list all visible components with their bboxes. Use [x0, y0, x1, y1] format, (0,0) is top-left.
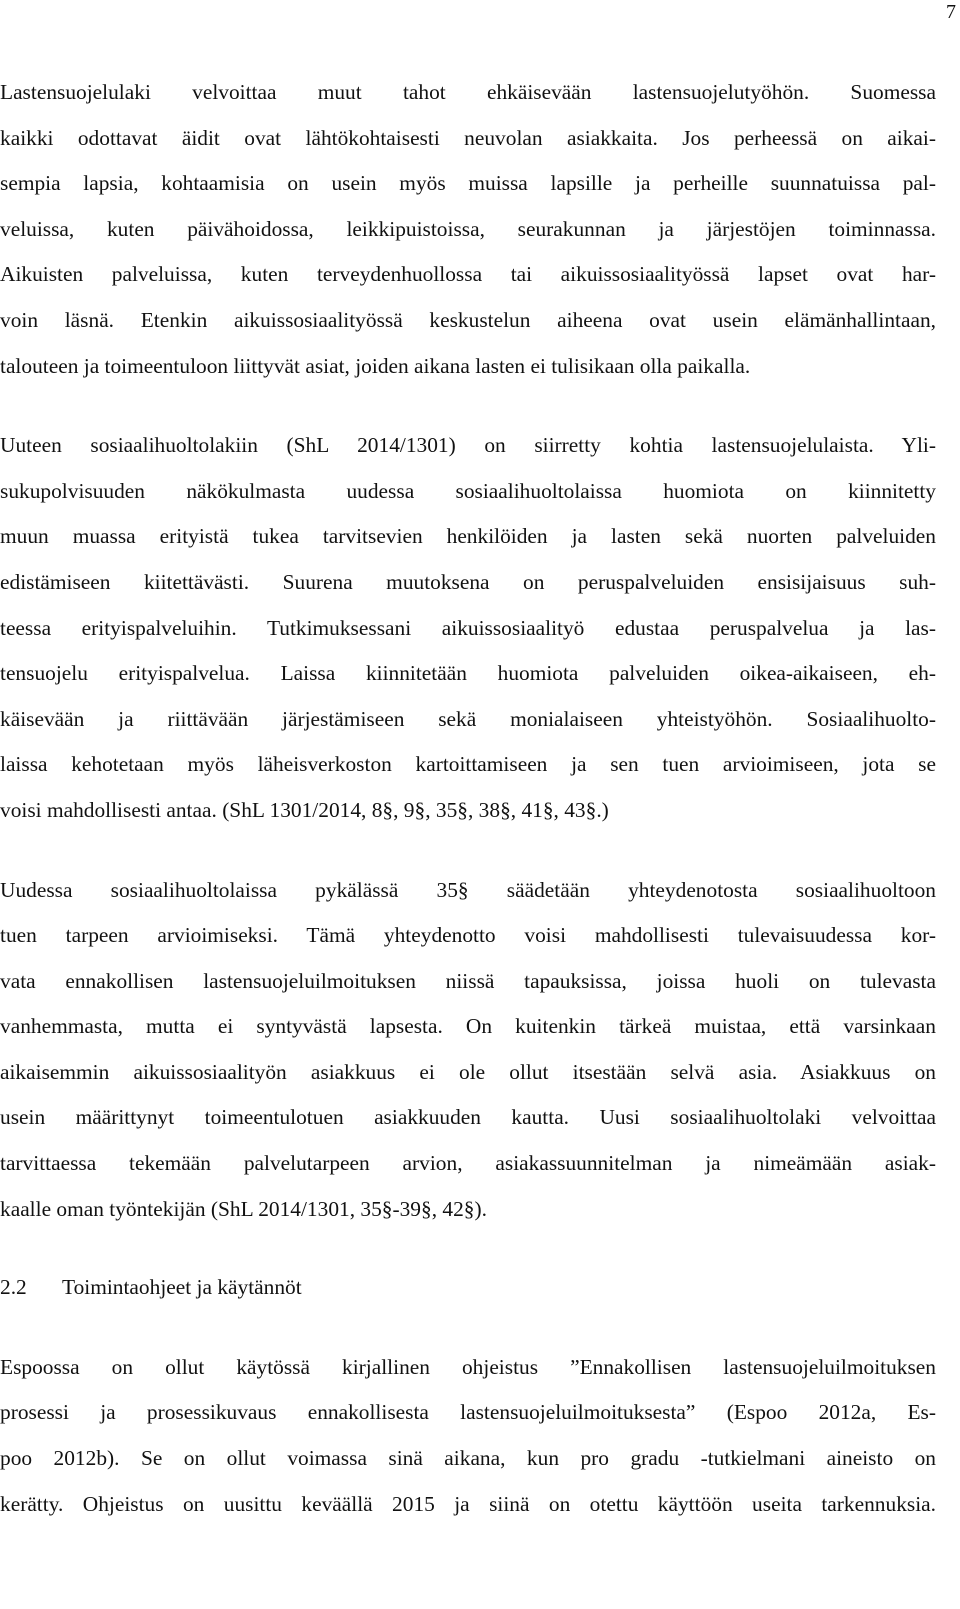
text-line: vanhemmasta, mutta ei syntyvästä lapsesta. On kuitenkin tärkeä muistaa, että varsinkaan	[0, 1014, 936, 1039]
page-number: 7	[946, 1, 956, 23]
text-line: sukupolvisuuden näkökulmasta uudessa sosiaalihuoltolaissa huomiota on kiinnitetty	[0, 478, 936, 503]
paragraph-1	[0, 70, 936, 389]
text-line: tarvittaessa tekemään palvelutarpeen arvion, asiakassuunnitelman ja nimeämään asiak-	[0, 1151, 936, 1176]
text-line: Uuteen sosiaalihuoltolakiin (ShL 2014/1301) on siirretty kohtia lastensuojelulaista. Yli-	[0, 433, 936, 458]
text-line: poo 2012b). Se on ollut voimassa sinä aikana, kun pro gradu -tutkielmani aineisto on	[0, 1446, 936, 1471]
section-heading	[0, 1265, 936, 1311]
text-line: kaikki odottavat äidit ovat lähtökohtaisesti neuvolan asiakkaita. Jos perheessä on aikai-	[0, 125, 936, 150]
section-title: Toimintaohjeet ja käytännöt	[62, 1275, 302, 1300]
text-line: sempia lapsia, kohtaamisia on usein myös muissa lapsille ja perheille suunnatuissa pal-	[0, 171, 936, 196]
text-line: tuen tarpeen arvioimiseksi. Tämä yhteydenotto voisi mahdollisesti tulevaisuudessa kor-	[0, 923, 936, 948]
text-line: usein määrittynyt toimeentulotuen asiakkuuden kautta. Uusi sosiaalihuoltolaki velvoittaa	[0, 1105, 936, 1130]
text-line: Lastensuojelulaki velvoittaa muut tahot ehkäisevään lastensuojelutyöhön. Suomessa	[0, 80, 936, 104]
paragraph-3	[0, 868, 936, 1233]
text-line: veluissa, kuten päivähoidossa, leikkipuistoissa, seurakunnan ja järjestöjen toiminnassa.	[0, 216, 936, 241]
text-line: aikaisemmin aikuissosiaalityön asiakkuus ei ole ollut itsestään selvä asia. Asiakkuus on	[0, 1059, 936, 1084]
text-line: laissa kehotetaan myös läheisverkoston kartoittamiseen ja sen tuen arvioimiseen, jota se	[0, 752, 936, 777]
text-line: voisi mahdollisesti antaa. (ShL 1301/2014, 8§, 9§, 35§, 38§, 41§, 43§.)	[0, 797, 609, 822]
text-line: kerätty. Ohjeistus on uusittu keväällä 2015 ja siinä on otettu käyttöön useita tarkennuksia.	[0, 1491, 936, 1516]
text-line: Uudessa sosiaalihuoltolaissa pykälässä 35§ säädetään yhteydenotosta sosiaalihuoltoon	[0, 877, 936, 902]
text-line: talouteen ja toimeentuloon liittyvät asiat, joiden aikana lasten ei tulisikaan olla paikalla.	[0, 353, 751, 378]
text-line: edistämiseen kiitettävästi. Suurena muutoksena on peruspalveluiden ensisijaisuus suh-	[0, 569, 936, 594]
text-line: teessa erityispalveluihin. Tutkimuksessani aikuissosiaalityö edustaa peruspalvelua ja las-	[0, 615, 936, 640]
text-line: Espoossa on ollut käytössä kirjallinen ohjeistus ”Ennakollisen lastensuojeluilmoituksen	[0, 1354, 936, 1379]
text-line: voin läsnä. Etenkin aikuissosiaalityössä keskustelun aiheena ovat usein elämänhallintaan,	[0, 307, 936, 332]
text-line: kaalle oman työntekijän (ShL 2014/1301, 35§-39§, 42§).	[0, 1196, 487, 1221]
text-line: Aikuisten palveluissa, kuten terveydenhuollossa tai aikuissosiaalityössä lapset ovat har-	[0, 262, 936, 287]
text-line: vata ennakollisen lastensuojeluilmoituksen niissä tapauksissa, joissa huoli on tulevasta	[0, 968, 936, 993]
paragraph-2	[0, 423, 936, 833]
text-line: tensuojelu erityispalvelua. Laissa kiinnitetään huomiota palveluiden oikea-aikaiseen, eh-	[0, 661, 936, 686]
text-line: käisevään ja riittävään järjestämiseen sekä monialaiseen yhteistyöhön. Sosiaalihuolto-	[0, 706, 936, 731]
document-body	[0, 70, 936, 1527]
paragraph-4	[0, 1345, 936, 1527]
section-number: 2.2	[0, 1275, 27, 1300]
text-line: muun muassa erityistä tukea tarvitsevien henkilöiden ja lasten sekä nuorten palveluiden	[0, 524, 936, 549]
text-line: prosessi ja prosessikuvaus ennakollisesta lastensuojeluilmoituksesta” (Espoo 2012a, Es-	[0, 1400, 936, 1425]
